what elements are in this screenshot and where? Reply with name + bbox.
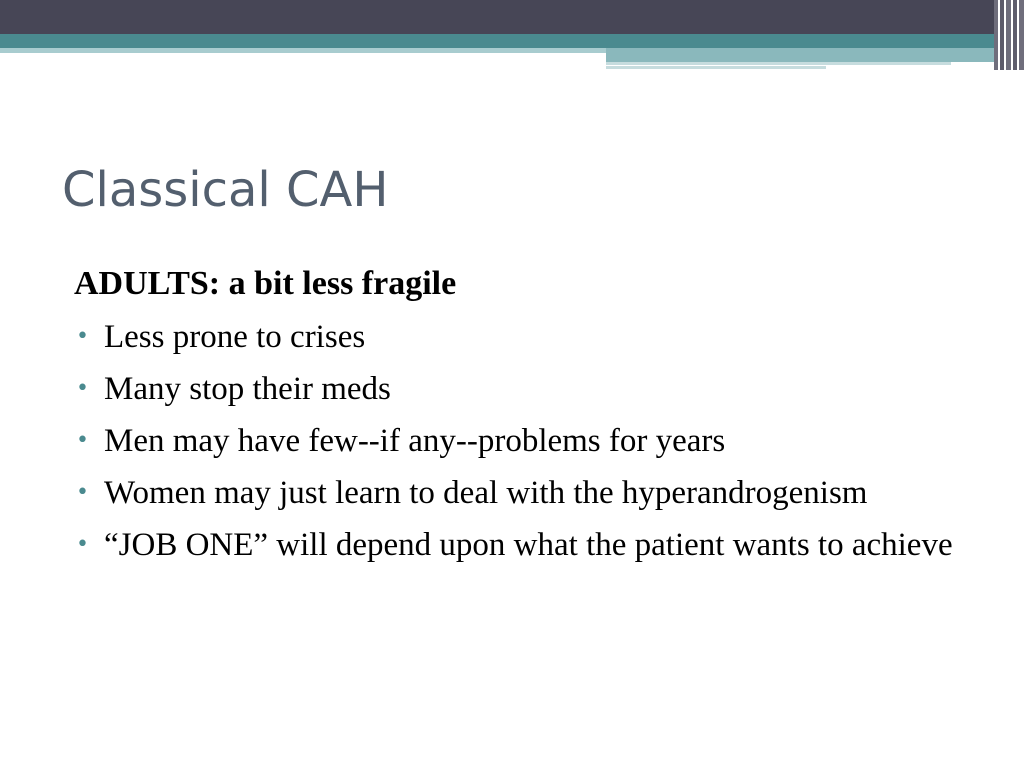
header-dark-band bbox=[0, 0, 1024, 34]
bullet-item bbox=[74, 470, 954, 516]
bullet-icon: • bbox=[76, 428, 89, 453]
bullet-item bbox=[74, 366, 954, 412]
bullet-text: Women may just learn to deal with the hyperandrogenism bbox=[104, 475, 868, 511]
header-teal-band bbox=[0, 34, 1024, 48]
bullet-icon: • bbox=[76, 480, 89, 505]
bullet-text: “JOB ONE” will depend upon what the patient wants to achieve bbox=[104, 527, 953, 563]
header-accent-line bbox=[606, 62, 951, 65]
header-pale-band bbox=[0, 48, 606, 53]
bullet-icon: • bbox=[76, 532, 89, 557]
header-accent-block bbox=[606, 48, 996, 62]
bullet-icon: • bbox=[76, 324, 89, 349]
slide-title: Classical CAH bbox=[62, 162, 389, 218]
bullet-list bbox=[74, 314, 954, 568]
slide-subheading: ADULTS: a bit less fragile bbox=[74, 265, 457, 302]
bullet-item bbox=[74, 522, 954, 568]
bullet-text: Many stop their meds bbox=[104, 371, 391, 407]
bullet-text: Men may have few--if any--problems for years bbox=[104, 423, 726, 459]
bullet-icon: • bbox=[76, 376, 89, 401]
bullet-item bbox=[74, 418, 954, 464]
bullet-item bbox=[74, 314, 954, 360]
header-accent-line bbox=[606, 66, 826, 69]
header-edge-stripes bbox=[994, 0, 1024, 70]
slide-body bbox=[74, 262, 954, 574]
bullet-text: Less prone to crises bbox=[104, 319, 366, 355]
